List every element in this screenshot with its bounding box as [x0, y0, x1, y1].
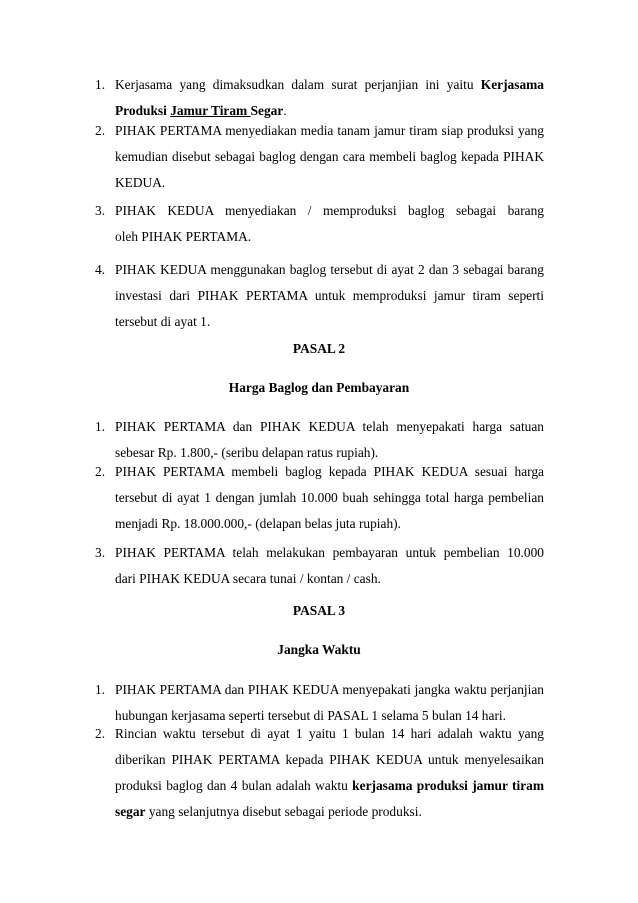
list-line: Produksi Jamur Tiram Segar.: [115, 103, 287, 118]
list-line: PIHAK PERTAMA menyediakan media tanam jamur tiram siap produksi yang: [115, 123, 544, 138]
list-line: segar yang selanjutnya disebut sebagai periode produksi.: [115, 804, 422, 819]
list-line: PIHAK PERTAMA dan PIHAK KEDUA telah menyepakati harga satuan: [115, 419, 544, 434]
list-line: KEDUA.: [115, 175, 166, 190]
list-number: 2.: [95, 464, 106, 479]
list-line: Rincian waktu tersebut di ayat 1 yaitu 1 bulan 14 hari adalah waktu yang: [115, 726, 544, 741]
list-line: Kerjasama yang dimaksudkan dalam surat perjanjian ini yaitu Kerjasama: [115, 77, 544, 92]
list-line: produksi baglog dan 4 bulan adalah waktu kerjasama produksi jamur tiram: [115, 778, 544, 793]
list-line: kemudian disebut sebagai baglog dengan cara membeli baglog kepada PIHAK: [115, 149, 544, 164]
list-number: 1.: [95, 77, 106, 92]
list-number: 4.: [95, 262, 106, 277]
list-line: PIHAK PERTAMA membeli baglog kepada PIHAK KEDUA sesuai harga: [115, 464, 544, 479]
section-heading: PASAL 3: [292, 603, 346, 618]
section-heading: PASAL 2: [292, 341, 346, 356]
list-number: 3.: [95, 545, 106, 560]
list-line: tersebut di ayat 1 dengan jumlah 10.000 buah sehingga total harga pembelian: [115, 490, 544, 505]
list-line: investasi dari PIHAK PERTAMA untuk memproduksi jamur tiram seperti: [115, 288, 544, 303]
list-line: PIHAK PERTAMA dan PIHAK KEDUA menyepakati jangka waktu perjanjian: [115, 682, 544, 697]
section-subheading: Harga Baglog dan Pembayaran: [228, 380, 410, 395]
section-subheading: Jangka Waktu: [277, 642, 361, 657]
list-number: 3.: [95, 203, 106, 218]
list-number: 2.: [95, 123, 106, 138]
list-line: hubungan kerjasama seperti tersebut di PASAL 1 selama 5 bulan 14 hari.: [115, 708, 506, 723]
list-number: 1.: [95, 682, 106, 697]
list-line: PIHAK KEDUA menyediakan / memproduksi baglog sebagai barang: [115, 203, 544, 218]
list-line: dari PIHAK KEDUA secara tunai / kontan / cash.: [115, 571, 381, 586]
list-line: PIHAK KEDUA menggunakan baglog tersebut di ayat 2 dan 3 sebagai barang: [115, 262, 544, 277]
list-line: menjadi Rp. 18.000.000,- (delapan belas juta rupiah).: [115, 516, 401, 531]
list-line: PIHAK PERTAMA telah melakukan pembayaran untuk pembelian 10.000: [115, 545, 544, 560]
list-line: tersebut di ayat 1.: [115, 314, 211, 329]
list-number: 2.: [95, 726, 106, 741]
list-line: oleh PIHAK PERTAMA.: [115, 229, 252, 244]
list-line: sebesar Rp. 1.800,- (seribu delapan ratus rupiah).: [115, 445, 379, 460]
list-number: 1.: [95, 419, 106, 434]
list-line: diberikan PIHAK PERTAMA kepada PIHAK KEDUA untuk menyelesaikan: [115, 752, 544, 767]
